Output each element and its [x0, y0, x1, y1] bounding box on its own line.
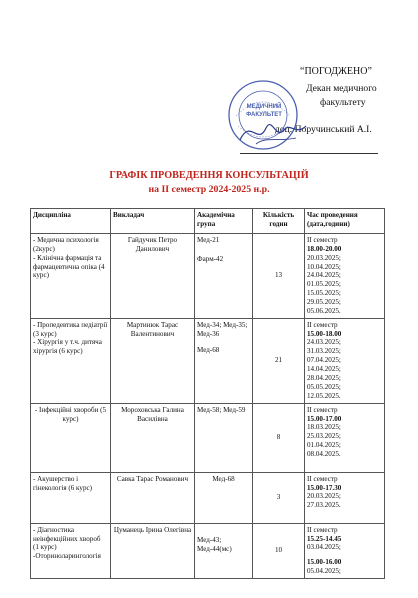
- hours-cell: 21: [253, 318, 305, 403]
- discipline-text: - Інфекційні хвороби (5 курс): [34, 405, 107, 423]
- group-text: Мед-58; Мед-59: [197, 405, 246, 414]
- discipline-text: -Оториноларингологія: [33, 552, 101, 561]
- approval-position-line2: факультету: [320, 97, 366, 108]
- signature: [236, 110, 316, 150]
- time-text: 15.00-18.00: [307, 329, 342, 338]
- stamp-text: МЕДИЧНИЙ ФАКУЛЬТЕТ: [246, 104, 282, 118]
- date-text: 29.05.2025;: [307, 298, 341, 307]
- semester-text: ІІ семестр: [307, 474, 338, 483]
- header-teacher: Викладач: [111, 209, 195, 234]
- header-hours: Кількість годин: [253, 209, 305, 234]
- hours-cell: 3: [253, 472, 305, 523]
- group-cell: [195, 523, 253, 578]
- semester-text: ІІ семестр: [307, 236, 338, 244]
- date-text: 15.05.2025;: [307, 289, 341, 298]
- table-row: [31, 523, 385, 578]
- discipline-cell: [31, 318, 111, 403]
- group-text: Мед-21: [197, 236, 220, 244]
- header-discipline: Дисципліна: [31, 209, 111, 234]
- date-text: 20.03.2025;: [307, 492, 341, 501]
- teacher-cell: Гайдучик Петро Данилович: [111, 234, 195, 319]
- date-text: 18.03.2025;: [307, 423, 341, 432]
- date-text: 27.03.2025.: [307, 501, 341, 510]
- group-text: Мед-34; Мед-35; Мед-36: [197, 320, 248, 338]
- semester-text: ІІ семестр: [307, 320, 338, 329]
- group-cell: [195, 472, 253, 523]
- group-cell: [195, 234, 253, 319]
- discipline-cell: [31, 523, 111, 578]
- approval-title: “ПОГОДЖЕНО”: [300, 66, 372, 77]
- date-text: 28.04.2025;: [307, 373, 341, 382]
- date-text: 24.03.2025;: [307, 338, 341, 347]
- document-title: ГРАФІК ПРОВЕДЕННЯ КОНСУЛЬТАЦІЙ: [109, 170, 309, 181]
- hours-cell: 13: [253, 234, 305, 319]
- header-time: Час проведення (дата,години): [305, 209, 385, 234]
- discipline-cell: [31, 403, 111, 472]
- discipline-text: - Діагностика неінфекційних хвороб (1 курс): [33, 525, 101, 552]
- discipline-text: - Клінічна фармація та фармацевтична опіка (4 курс): [33, 253, 105, 280]
- date-text: 08.04.2025.: [307, 450, 341, 459]
- table-row: [31, 234, 385, 319]
- header-group: Академічна група: [195, 209, 253, 234]
- time-text: 15.00-16.00: [307, 558, 342, 567]
- time-text: 15.00-17.00: [307, 414, 342, 423]
- date-text: 25.03.2025;: [307, 432, 341, 441]
- date-text: 05.06.2025.: [307, 306, 341, 315]
- date-text: 14.04.2025;: [307, 365, 341, 374]
- date-text: 03.04.2025;: [307, 543, 341, 552]
- group-text: Мед-68: [212, 474, 235, 483]
- discipline-text: - Акушерство і гінекологія (6 курс): [33, 474, 93, 492]
- discipline-text: - Медична психологія (2курс): [33, 236, 99, 253]
- date-text: 31.03.2025;: [307, 347, 341, 356]
- time-cell: [305, 403, 385, 472]
- consultation-schedule-table: [30, 208, 385, 579]
- discipline-text: - Пропедевтика педіатрії (3 курс): [33, 320, 108, 338]
- time-cell: [305, 234, 385, 319]
- date-text: 20.03.2025;: [307, 253, 341, 262]
- date-text: 24.04.2025;: [307, 271, 341, 280]
- discipline-cell: [31, 234, 111, 319]
- group-text: Мед-43; Мед-44(мс): [197, 535, 232, 553]
- date-text: 07.04.2025;: [307, 356, 341, 365]
- time-text: 15.25-14.45: [307, 534, 342, 543]
- table-row: [31, 318, 385, 403]
- hours-cell: 8: [253, 403, 305, 472]
- signature-line: [240, 153, 378, 154]
- date-text: 12.05.2025.: [307, 391, 341, 400]
- teacher-cell: Мороховська Галина Василівна: [111, 403, 195, 472]
- table-row: [31, 403, 385, 472]
- date-text: 01.04.2025;: [307, 441, 341, 450]
- document-subtitle: на ІІ семестр 2024-2025 н.р.: [148, 184, 270, 195]
- discipline-text: - Хірургія у т.ч. дитяча хірургія (6 курс): [33, 338, 102, 356]
- teacher-cell: Мартинюк Тарас Валентинович: [111, 318, 195, 403]
- teacher-cell: Савка Тарас Романович: [111, 472, 195, 523]
- teacher-cell: Цуманець Ірина Олегівна: [111, 523, 195, 578]
- hours-cell: 10: [253, 523, 305, 578]
- date-text: 10.04.2025;: [307, 262, 341, 271]
- approval-signatory: доц. Поручинський А.І.: [275, 124, 372, 135]
- group-text: Фарм-42: [197, 254, 224, 263]
- date-text: 01.05.2025;: [307, 280, 341, 289]
- semester-text: ІІ семестр: [307, 405, 338, 414]
- table-row: [31, 472, 385, 523]
- date-text: 05.05.2025;: [307, 382, 341, 391]
- time-cell: [305, 523, 385, 578]
- group-cell: [195, 403, 253, 472]
- time-text: 15.00-17.30: [307, 483, 342, 492]
- table-header-row: [31, 209, 385, 234]
- approval-position-line1: Декан медичного: [306, 83, 377, 94]
- semester-text: ІІ семестр: [307, 525, 338, 534]
- time-cell: [305, 472, 385, 523]
- approval-block: [0, 0, 418, 160]
- group-text: Мед-68: [197, 346, 220, 355]
- group-cell: [195, 318, 253, 403]
- discipline-cell: [31, 472, 111, 523]
- time-text: 18.00-20.00: [307, 244, 342, 253]
- date-text: 05.04.2025;: [307, 567, 341, 576]
- time-cell: [305, 318, 385, 403]
